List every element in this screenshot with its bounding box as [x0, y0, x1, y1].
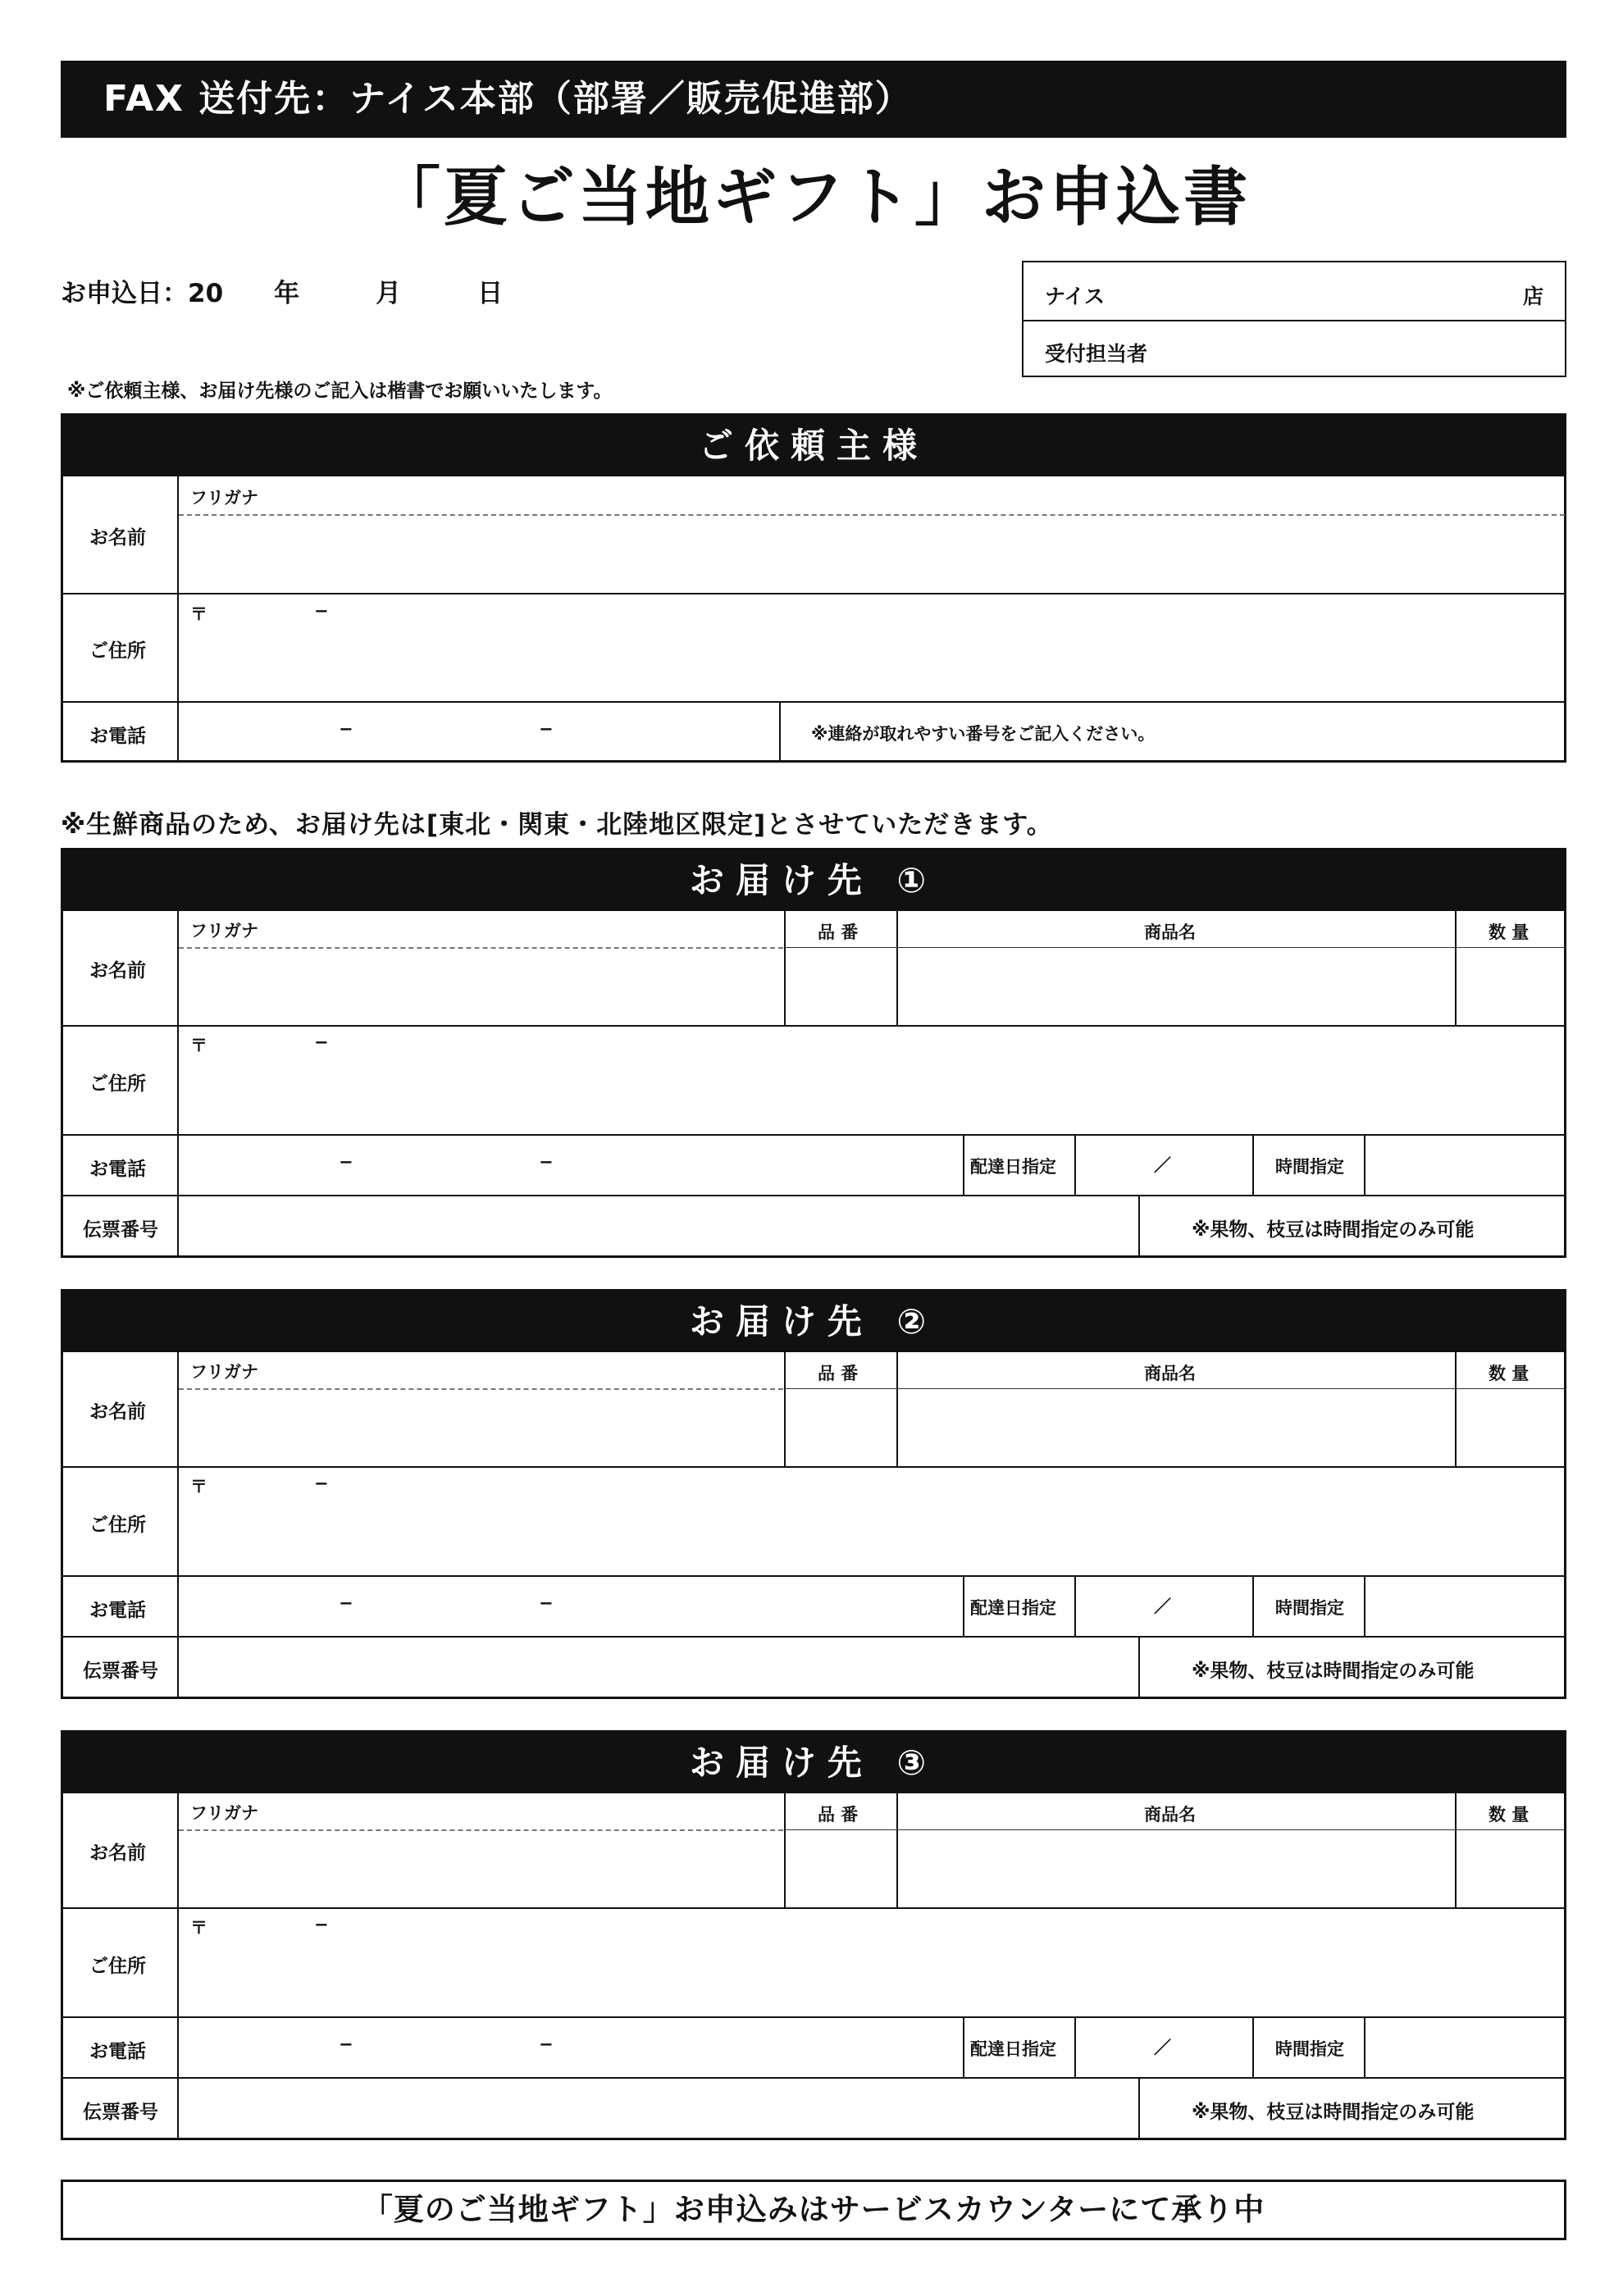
delivery-date-input[interactable]	[1076, 1577, 1251, 1634]
time-note: ※果物、枝豆は時間指定のみ可能	[1192, 1219, 1475, 1241]
requester-heading: ご依頼主様	[63, 416, 1564, 476]
slip-number-label: 伝票番号	[83, 2102, 158, 2123]
name-label: お名前	[89, 1401, 146, 1423]
fresh-limit-note: ※生鮮商品のため、お届け先は[東北・関東・北陸地区限定]とさせていただきます。	[61, 810, 1053, 840]
postal-mark: 〒	[190, 604, 207, 624]
address-label: ご住所	[89, 640, 146, 662]
product-no-input[interactable]	[786, 1831, 896, 1906]
page-title: 「夏ご当地ギフト」お申込書	[376, 161, 1251, 235]
receiver-field[interactable]	[1023, 320, 1565, 377]
product-header-divider	[785, 1388, 1566, 1389]
quantity-label: 数 量	[1489, 922, 1530, 942]
time-label: 時間指定	[1275, 2039, 1344, 2059]
product-no-label: 品 番	[818, 1805, 859, 1824]
receiver-label: 受付担当者	[1045, 342, 1148, 366]
destination-heading: お届け先 ③	[63, 1733, 1564, 1793]
store-prefix: ナイス	[1045, 285, 1106, 308]
name-label: お名前	[89, 960, 146, 982]
quantity-input[interactable]	[1457, 1390, 1565, 1465]
phone-dash: −	[339, 2034, 353, 2054]
slip-number-input[interactable]	[179, 1638, 1137, 1697]
quantity-label: 数 量	[1489, 1805, 1530, 1824]
name-input[interactable]	[179, 476, 1565, 591]
column-divider	[1252, 2016, 1254, 2077]
slip-number-label: 伝票番号	[83, 1660, 158, 1682]
column-divider	[1138, 1636, 1140, 1699]
product-name-label: 商品名	[1144, 922, 1196, 942]
destination-section	[61, 1289, 1566, 1699]
column-divider	[963, 2016, 964, 2077]
name-input[interactable]	[179, 1390, 782, 1465]
product-no-input[interactable]	[786, 1390, 896, 1465]
phone-input[interactable]	[179, 2018, 962, 2075]
quantity-input[interactable]	[1457, 1831, 1565, 1906]
delivery-date-label: 配達日指定	[970, 1598, 1056, 1618]
postal-dash: −	[314, 1915, 329, 1934]
postal-dash: −	[314, 1474, 329, 1493]
column-divider	[1252, 1134, 1254, 1195]
phone-dash: −	[339, 719, 353, 739]
phone-label: お電話	[89, 1600, 146, 1621]
postal-dash: −	[314, 601, 329, 621]
furigana-label: フリガナ	[190, 488, 258, 508]
furigana-label: フリガナ	[190, 921, 258, 941]
destination-heading: お届け先 ①	[63, 850, 1564, 911]
column-divider	[963, 1134, 964, 1195]
product-no-label: 品 番	[818, 922, 859, 942]
delivery-date-label: 配達日指定	[970, 2039, 1056, 2059]
furigana-label: フリガナ	[190, 1362, 258, 1382]
slip-number-input[interactable]	[179, 2079, 1137, 2139]
address-input[interactable]	[179, 594, 1565, 699]
time-label: 時間指定	[1275, 1598, 1344, 1618]
column-divider	[1138, 2077, 1140, 2140]
column-divider	[963, 1575, 964, 1636]
product-name-input[interactable]	[898, 1390, 1454, 1465]
address-label: ご住所	[89, 1515, 146, 1536]
slip-number-input[interactable]	[179, 1196, 1137, 1256]
phone-input[interactable]	[179, 1577, 962, 1634]
phone-dash: −	[339, 1593, 353, 1613]
footer-message: 「夏のご当地ギフト」お申込みはサービスカウンターにて承り中	[61, 2180, 1566, 2240]
time-label: 時間指定	[1275, 1157, 1344, 1177]
destination-section	[61, 848, 1566, 1258]
postal-dash: −	[314, 1032, 329, 1052]
product-name-input[interactable]	[898, 949, 1454, 1023]
address-input[interactable]	[179, 1027, 1565, 1132]
destination-heading: お届け先 ②	[63, 1292, 1564, 1352]
column-divider	[1138, 1195, 1140, 1258]
phone-dash: −	[539, 719, 554, 739]
address-label: ご住所	[89, 1073, 146, 1095]
address-input[interactable]	[179, 1468, 1565, 1574]
phone-dash: −	[539, 1593, 554, 1613]
phone-note-divider	[779, 701, 781, 763]
phone-input[interactable]	[179, 1136, 962, 1193]
furigana-label: フリガナ	[190, 1803, 258, 1823]
address-input[interactable]	[179, 1909, 1565, 2015]
time-note: ※果物、枝豆は時間指定のみ可能	[1192, 1660, 1475, 1682]
phone-label: お電話	[89, 726, 146, 747]
quantity-label: 数 量	[1489, 1364, 1530, 1383]
fax-destination-bar: FAX 送付先：ナイス本部（部署／販売促進部）	[61, 61, 1566, 138]
product-header-divider	[785, 947, 1566, 948]
phone-input[interactable]	[179, 703, 777, 762]
time-input[interactable]	[1365, 2018, 1565, 2075]
product-header-divider	[785, 1829, 1566, 1830]
store-info-box	[1022, 261, 1566, 377]
product-name-input[interactable]	[898, 1831, 1454, 1906]
quantity-input[interactable]	[1457, 949, 1565, 1023]
date-slash: ／	[1154, 1155, 1171, 1175]
postal-mark: 〒	[190, 1477, 207, 1496]
product-no-label: 品 番	[818, 1364, 859, 1383]
delivery-date-input[interactable]	[1076, 1136, 1251, 1193]
requester-section	[61, 413, 1566, 763]
phone-note: ※連絡が取れやすい番号をご記入ください。	[811, 724, 1156, 744]
time-input[interactable]	[1365, 1577, 1565, 1634]
slip-number-label: 伝票番号	[83, 1219, 158, 1241]
date-slash: ／	[1154, 2038, 1171, 2057]
phone-dash: −	[539, 2034, 554, 2054]
name-input[interactable]	[179, 949, 782, 1023]
delivery-date-input[interactable]	[1076, 2018, 1251, 2075]
time-note: ※果物、枝豆は時間指定のみ可能	[1192, 2102, 1475, 2123]
name-label: お名前	[89, 527, 146, 549]
handwriting-note: ※ご依頼主様、お届け先様のご記入は楷書でお願いいたします。	[67, 380, 613, 402]
apply-date-field[interactable]: お申込日：20 年 月 日	[61, 279, 504, 308]
name-label: お名前	[89, 1843, 146, 1864]
product-name-label: 商品名	[1144, 1805, 1196, 1824]
phone-label: お電話	[89, 2041, 146, 2062]
postal-mark: 〒	[190, 1036, 207, 1055]
address-label: ご住所	[89, 1956, 146, 1977]
delivery-date-label: 配達日指定	[970, 1157, 1056, 1177]
date-slash: ／	[1154, 1597, 1171, 1616]
store-suffix: 店	[1522, 285, 1543, 308]
product-name-label: 商品名	[1144, 1364, 1196, 1383]
name-input[interactable]	[179, 1831, 782, 1906]
postal-mark: 〒	[190, 1918, 207, 1938]
phone-dash: −	[339, 1152, 353, 1172]
product-no-input[interactable]	[786, 949, 896, 1023]
column-divider	[1252, 1575, 1254, 1636]
time-input[interactable]	[1365, 1136, 1565, 1193]
phone-dash: −	[539, 1152, 554, 1172]
phone-label: お電話	[89, 1159, 146, 1180]
destination-section	[61, 1730, 1566, 2140]
store-name-field[interactable]	[1023, 262, 1565, 320]
